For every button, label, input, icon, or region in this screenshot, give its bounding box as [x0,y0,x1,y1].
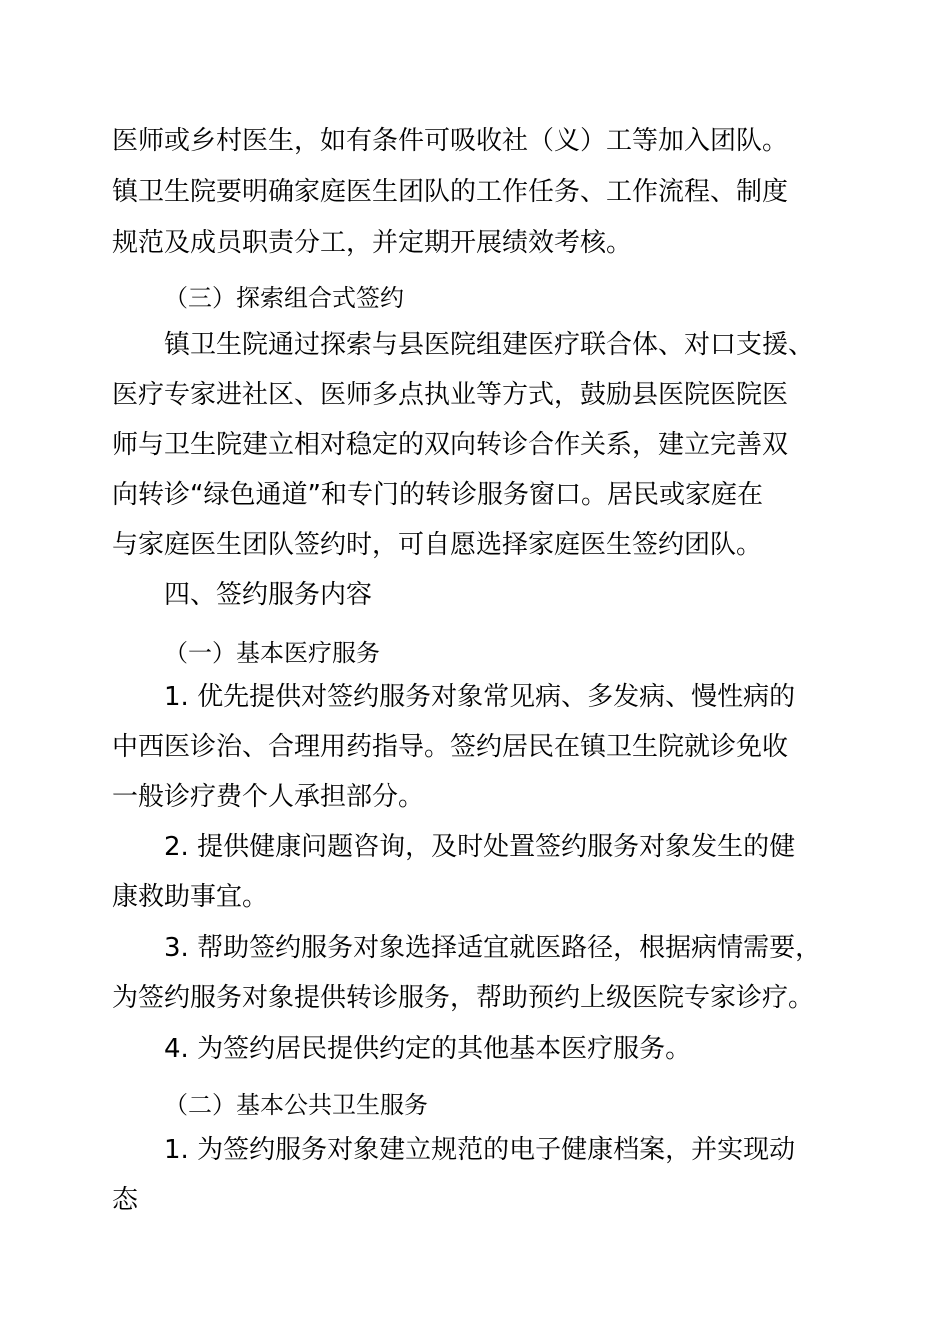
paragraph-line: 师与卫生院建立相对稳定的双向转诊合作关系，建立完善双 [112,430,789,460]
paragraph-line: 1. 优先提供对签约服务对象常见病、多发病、慢性病的 [164,682,796,712]
paragraph-line: 医师或乡村医生，如有条件可吸收社（义）工等加入团队。 [112,126,789,156]
paragraph-line: 4. 为签约居民提供约定的其他基本医疗服务。 [164,1034,692,1064]
paragraph-line: 镇卫生院要明确家庭医生团队的工作任务、工作流程、制度 [112,177,789,207]
paragraph-line: 镇卫生院通过探索与县医院组建医疗联合体、对口支援、 [164,330,815,360]
paragraph-line: 1. 为签约服务对象建立规范的电子健康档案，并实现动 [164,1135,796,1165]
paragraph-line: 2. 提供健康问题咨询，及时处置签约服务对象发生的健 [164,832,796,862]
paragraph-line: 一般诊疗费个人承担部分。 [112,782,425,812]
paragraph-line: 康救助事宜。 [112,882,269,912]
paragraph-line: 态 [112,1185,139,1215]
section-heading: （二）基本公共卫生服务 [164,1091,428,1119]
section-heading: （三）探索组合式签约 [164,284,404,312]
section-heading: 四、签约服务内容 [164,580,373,610]
paragraph-line: 中西医诊治、合理用药指导。签约居民在镇卫生院就诊免收 [112,732,789,762]
paragraph-line: 规范及成员职责分工，并定期开展绩效考核。 [112,228,633,258]
paragraph-line: 医疗专家进社区、医师多点执业等方式，鼓励县医院医院医 [112,380,789,410]
paragraph-line: 向转诊“绿色通道”和专门的转诊服务窗口。居民或家庭在 [112,480,763,510]
paragraph-line: 与家庭医生团队签约时，可自愿选择家庭医生签约团队。 [112,530,763,560]
section-heading: （一）基本医疗服务 [164,639,380,667]
paragraph-line: 为签约服务对象提供转诊服务，帮助预约上级医院专家诊疗。 [112,983,815,1013]
paragraph-line: 3. 帮助签约服务对象选择适宜就医路径，根据病情需要， [164,933,822,963]
